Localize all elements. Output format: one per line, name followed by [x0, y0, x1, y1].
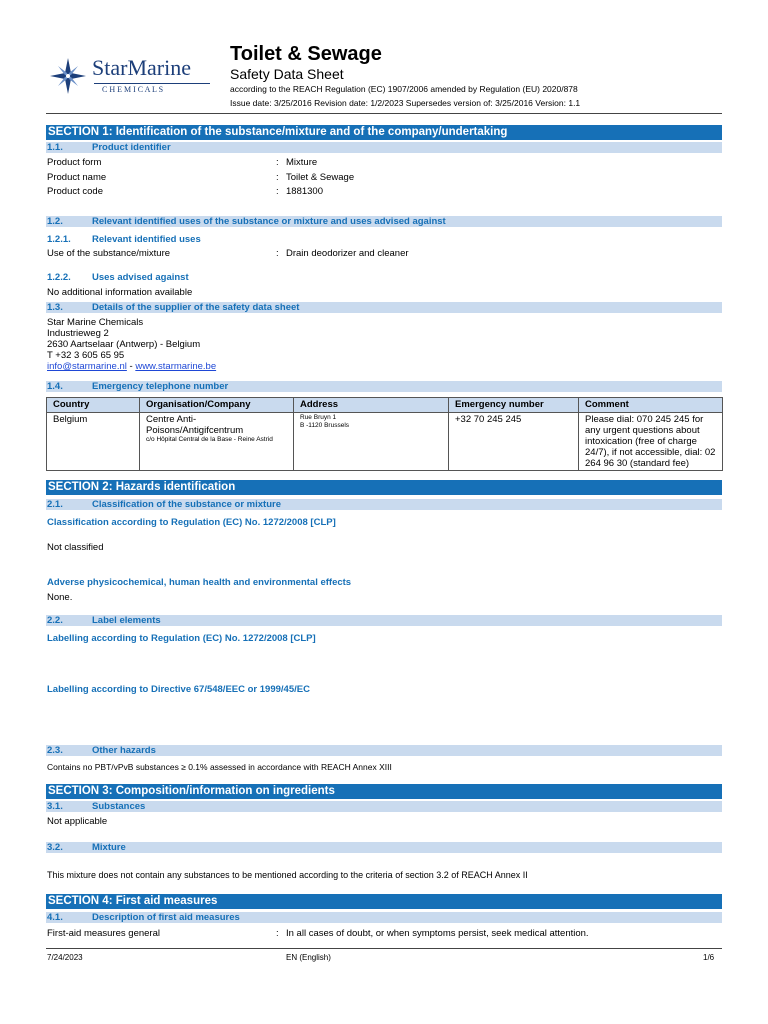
address-line-1: Rue Bruyn 1 [300, 414, 337, 421]
col-header-address: Address [294, 398, 449, 413]
colon: : [276, 186, 279, 197]
subsection-number: 1.2. [47, 216, 63, 227]
footer-divider [46, 948, 722, 949]
col-header-country: Country [47, 398, 140, 413]
subsection-title: Relevant identified uses of the substance or mixture and uses advised against [92, 216, 446, 227]
separator: - [126, 361, 136, 372]
subsection-title: Classification of the substance or mixture [92, 499, 281, 510]
supplier-email-link[interactable]: info@starmarine.nl [47, 361, 127, 372]
subsection-number: 1.2.1. [47, 234, 71, 245]
subsection-title: Label elements [92, 615, 161, 626]
subsection-number: 3.2. [47, 842, 63, 853]
section-1-title: SECTION 1: Identification of the substance/mixture and of the company/undertaking [46, 125, 722, 140]
subsection-1-1 [46, 142, 722, 153]
starmarine-logo [48, 55, 210, 97]
col-header-comment: Comment [579, 398, 723, 413]
labelling-directive-heading: Labelling according to Directive 67/548/EEC or 1999/45/EC [47, 684, 310, 695]
supplier-phone: T +32 3 605 65 95 [47, 350, 125, 361]
product-form-label: Product form [47, 157, 102, 168]
subsection-title: Substances [92, 801, 146, 812]
colon: : [276, 172, 279, 183]
subsection-number: 1.3. [47, 302, 63, 313]
colon: : [276, 157, 279, 168]
supplier-city: 2630 Aartselaar (Antwerp) - Belgium [47, 339, 201, 350]
not-classified-text: Not classified [47, 542, 104, 553]
subsection-4-1 [46, 912, 722, 923]
subsection-title: Other hazards [92, 745, 156, 756]
organisation-sub: c/o Hôpital Central de la Base - Reine Astrid [146, 436, 273, 443]
brand-subtitle: C H E M I C A L S [102, 85, 164, 94]
footer-language: EN (English) [286, 953, 331, 962]
brand-name: StarMarine [92, 55, 191, 80]
subsection-title: Details of the supplier of the safety data sheet [92, 302, 300, 313]
supplier-street: Industrieweg 2 [47, 328, 109, 339]
subsection-2-3 [46, 745, 722, 756]
cell-address [294, 413, 449, 471]
subsection-title: Product identifier [92, 142, 171, 153]
cell-country: Belgium [47, 413, 140, 471]
regulation-line: according to the REACH Regulation (EC) 1907/2006 amended by Regulation (EU) 2020/878 [230, 84, 578, 94]
col-header-emergency-number: Emergency number [449, 398, 579, 413]
section-2-title: SECTION 2: Hazards identification [46, 480, 722, 495]
subsection-title: Mixture [92, 842, 126, 853]
supplier-name: Star Marine Chemicals [47, 317, 144, 328]
table-header-row [47, 398, 723, 413]
table-row [47, 413, 723, 471]
subsection-title: Description of first aid measures [92, 912, 240, 923]
document-subtitle: Safety Data Sheet [230, 66, 344, 82]
product-form-value: Mixture [286, 157, 318, 168]
substances-value: Not applicable [47, 816, 108, 827]
subsection-number: 1.1. [47, 142, 63, 153]
subsection-1-2-2 [47, 272, 189, 284]
use-label: Use of the substance/mixture [47, 248, 171, 259]
supplier-contact [47, 361, 216, 373]
subsection-number: 2.3. [47, 745, 63, 756]
subsection-number: 4.1. [47, 912, 63, 923]
subsection-1-4 [46, 381, 722, 392]
first-aid-general-value: In all cases of doubt, or when symptoms persist, seek medical attention. [286, 928, 589, 939]
product-code-value: 1881300 [286, 186, 323, 197]
supplier-website-link[interactable]: www.starmarine.be [135, 361, 217, 372]
product-name-value: Toilet & Sewage [286, 172, 355, 183]
subsection-number: 1.2.2. [47, 272, 71, 283]
issue-line: Issue date: 3/25/2016 Revision date: 1/2/2023 Supersedes version of: 3/25/2016 Version: 1.1 [230, 98, 581, 108]
subsection-3-2 [46, 842, 722, 853]
labelling-clp-heading: Labelling according to Regulation (EC) No. 1272/2008 [CLP] [47, 633, 316, 644]
adverse-effects-heading: Adverse physicochemical, human health and environmental effects [47, 577, 352, 588]
brand-divider [94, 83, 210, 84]
colon: : [276, 928, 279, 939]
subsection-title: Emergency telephone number [92, 381, 229, 392]
cell-comment: Please dial: 070 245 245 for any urgent questions about intoxication (free of charge 24/7), if not accessible, dial: 02 264 96 30 (standard fee) [579, 413, 723, 471]
subsection-2-2 [46, 615, 722, 626]
other-hazards-text: Contains no PBT/vPvB substances ≥ 0.1% assessed in accordance with REACH Annex XIII [47, 762, 392, 772]
colon: : [276, 248, 279, 259]
section-3-title: SECTION 3: Composition/information on ingredients [46, 784, 722, 799]
product-name-label: Product name [47, 172, 107, 183]
product-code-label: Product code [47, 186, 103, 197]
col-header-organisation: Organisation/Company [140, 398, 294, 413]
advised-against-value: No additional information available [47, 287, 193, 298]
emergency-table [46, 397, 723, 471]
organisation-name: Centre Anti-Poisons/Antigifcentrum [146, 414, 244, 436]
subsection-title: Uses advised against [92, 272, 189, 283]
section-4-title: SECTION 4: First aid measures [46, 894, 722, 909]
subsection-number: 2.2. [47, 615, 63, 626]
subsection-1-3 [46, 302, 722, 313]
mixture-text: This mixture does not contain any substances to be mentioned according to the criteria of section 3.2 of REACH Annex II [47, 870, 528, 880]
first-aid-general-label: First-aid measures general [47, 928, 160, 939]
document-title: Toilet & Sewage [230, 43, 382, 65]
subsection-number: 1.4. [47, 381, 63, 392]
cell-emergency-number: +32 70 245 245 [449, 413, 579, 471]
header-divider [46, 113, 722, 114]
subsection-number: 3.1. [47, 801, 63, 812]
use-value: Drain deodorizer and cleaner [286, 248, 409, 259]
footer-date: 7/24/2023 [47, 953, 83, 962]
adverse-effects-value: None. [47, 592, 73, 603]
subsection-1-2 [46, 216, 722, 227]
subsection-number: 2.1. [47, 499, 63, 510]
subsection-title: Relevant identified uses [92, 234, 201, 245]
subsection-3-1 [46, 801, 722, 812]
address-line-2: B -1120 Brussels [300, 422, 350, 429]
footer-page-number: 1/6 [703, 953, 715, 962]
cell-organisation [140, 413, 294, 471]
subsection-1-2-1 [47, 234, 201, 246]
subsection-2-1 [46, 499, 722, 510]
clp-classification-heading: Classification according to Regulation (EC) No. 1272/2008 [CLP] [47, 517, 336, 528]
